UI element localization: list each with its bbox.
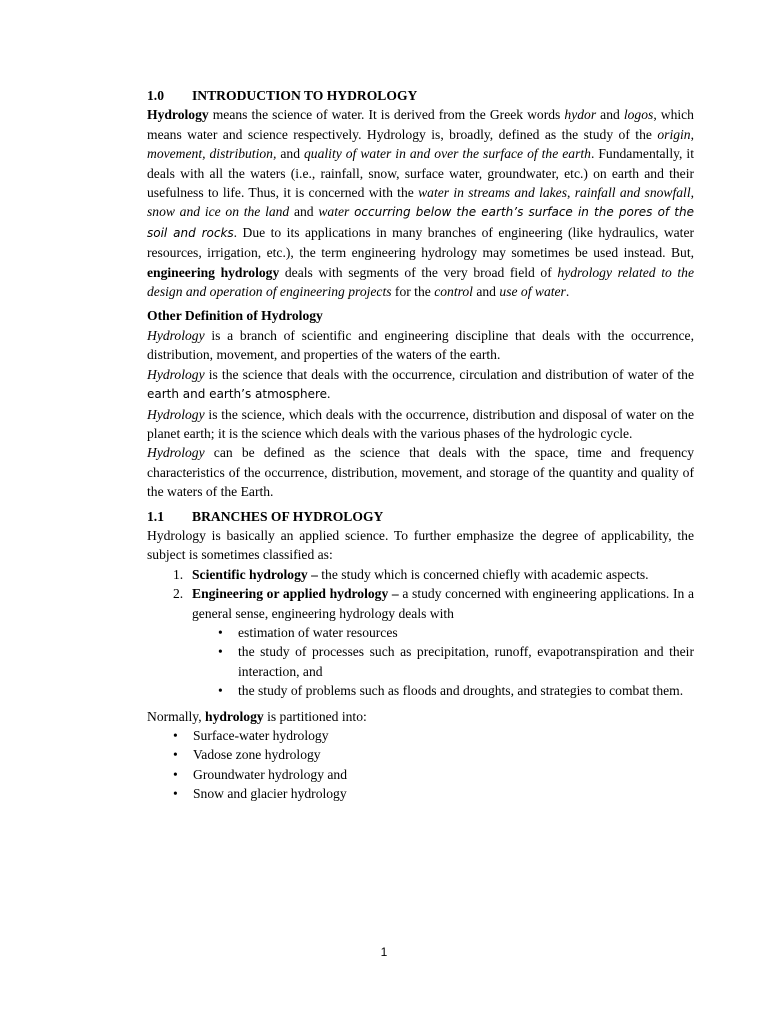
section-number: 1.0 (147, 88, 164, 103)
section-number: 1.1 (147, 508, 164, 524)
list-item (173, 565, 694, 584)
section-heading-intro (147, 86, 694, 105)
list-item: • the study of problems such as floods and droughts, and strategies to combat them. (218, 681, 694, 700)
section-heading-branches (147, 507, 694, 526)
partition-intro: Normally, hydrology is partitioned into: (147, 708, 367, 724)
bullet-icon: • (173, 747, 178, 763)
list-item: • Vadose zone hydrology (173, 745, 694, 764)
definition-4: Hydrology can be defined as the science that deals with the space, time and frequency characteristics of the occurrence, distribution, movement, and storage of the quantity and quality of the waters of the Earth. (147, 445, 694, 500)
branches-list (147, 565, 694, 701)
bullet-icon: • (173, 766, 178, 782)
page-content (147, 86, 694, 804)
list-item: • estimation of water resources (218, 623, 694, 642)
list-item-term: Engineering or applied hydrology – (192, 586, 399, 602)
list-item-text: the study which is concerned chiefly with academic aspects. (317, 566, 649, 582)
intro-paragraph: Hydrology means the science of water. It is derived from the Greek words hydor and logos, which means water and science respectively. Hydrology is, broadly, defined as the study of the origin, movement, distribution, and quality of water in and over the surface of the earth. Fundamentally, it deals with all the waters (i.e., rainfall, snow, surface water, groundwater, etc.) on earth and their usefulness to life. Thus, it is concerned with the water in streams and lakes, rainfall and snowfall, snow and ice on the land and water occurring below the earth’s surface in the pores of the soil and rocks. Due to its applications in many branches of engineering (like hydraulics, water resources, irrigation, etc.), the term engineering hydrology may sometimes be used instead. But, engineering hydrology deals with segments of the very broad field of hydrology related to the design and operation of engineering projects for the control and use of water. (147, 107, 695, 300)
definition-3: Hydrology is the science, which deals with the occurrence, distribution and disposal of water on the planet earth; it is the science which deals with the various phases of the hydrologic cycle. (147, 406, 694, 441)
list-item-term: Scientific hydrology – (192, 566, 318, 582)
term-engineering-hydrology: engineering hydrology (147, 264, 280, 280)
partitions-list (147, 726, 694, 804)
branches-intro: Hydrology is basically an applied science. To further emphasize the degree of applicability, the subject is sometimes classified as: (147, 527, 694, 563)
bullet-icon: • (218, 624, 223, 640)
list-item: • Groundwater hydrology and (173, 765, 694, 784)
list-marker: 1. (173, 566, 184, 582)
section-title: BRANCHES OF HYDROLOGY (192, 508, 384, 524)
list-marker: 2. (173, 586, 184, 602)
definition-1: Hydrology is a branch of scientific and engineering discipline that deals with the occurrence, distribution, movement, and properties of the waters of the earth. (147, 327, 694, 363)
definition-2: Hydrology is the science that deals with the occurrence, circulation and distribution of water of the earth and earth’s atmosphere. (147, 366, 694, 402)
list-item: • Snow and glacier hydrology (173, 784, 694, 803)
section-title: INTRODUCTION TO HYDROLOGY (192, 88, 418, 103)
other-definitions-heading: Other Definition of Hydrology (147, 308, 323, 324)
list-item (173, 584, 694, 700)
list-item-text: a study concerned with engineering applications. In a general sense, engineering hydrology deals with (192, 586, 694, 621)
term-hydrology: Hydrology (147, 107, 209, 123)
bullet-icon: • (173, 728, 178, 743)
list-item: • Surface-water hydrology (173, 726, 694, 745)
engineering-hydrology-sublist (192, 623, 694, 701)
page-number: 1 (380, 945, 388, 959)
bullet-icon: • (218, 644, 223, 660)
bullet-icon: • (173, 786, 178, 802)
bullet-icon: • (218, 683, 223, 699)
list-item: • the study of processes such as precipitation, runoff, evapotranspiration and their interaction, and (218, 644, 694, 679)
